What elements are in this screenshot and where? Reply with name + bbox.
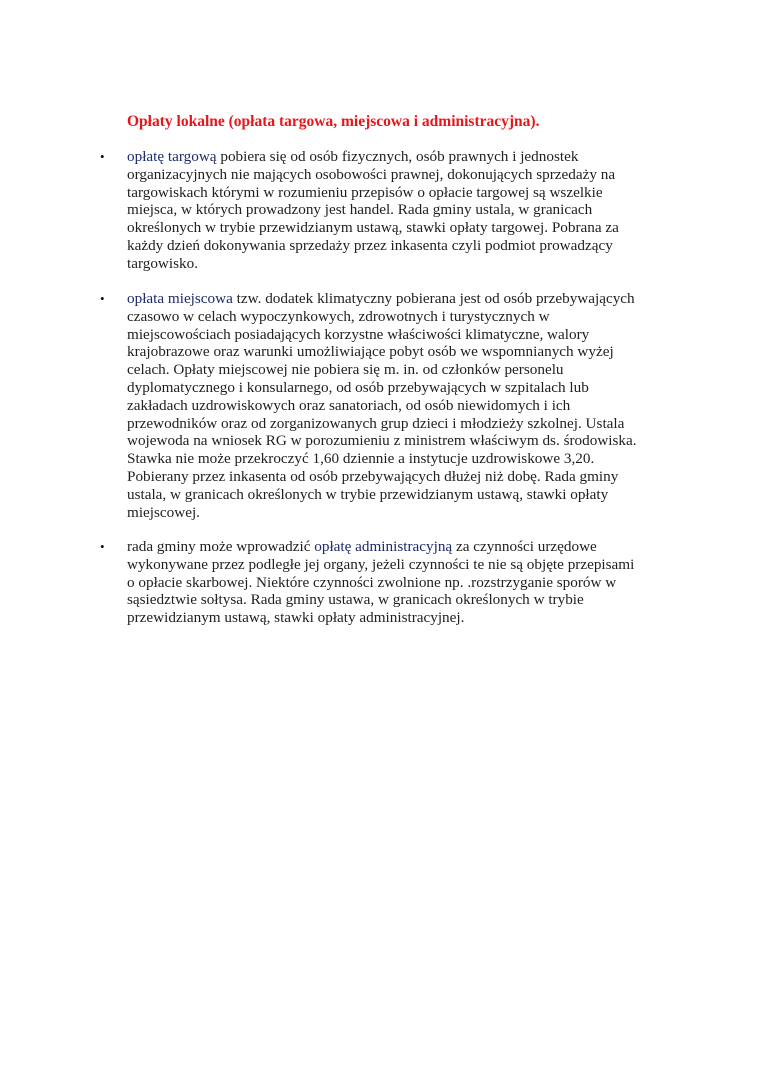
paragraph-line: Pobierany przez inkasenta od osób przebywających dłużej niż dobę. Rada gminy [127,467,619,485]
paragraph-line: miejsca, w których prowadzony jest handel. Rada gminy ustala, w granicach [127,201,593,219]
paragraph-text: rada gminy może wprowadzić [127,538,315,555]
paragraph-line [127,538,647,556]
paragraph-line: o opłacie skarbowej. Niektóre czynności zwolnione np. .rozstrzyganie sporów w [127,573,617,591]
paragraph-line: wojewoda na wniosek RG w porozumieniu z ministrem właściwym ds. środowiska. [127,432,637,450]
paragraph-line: Stawka nie może przekroczyć 1,60 dziennie a instytucje uzdrowiskowe 3,20. [127,450,595,468]
paragraph-line [127,148,647,166]
paragraph-line: sąsiedztwie sołtysa. Rada gminy ustawa, w granicach określonych w trybie [127,591,584,609]
paragraph-text: tzw. dodatek klimatyczny pobierana jest od osób przebywających [232,290,635,307]
term-oplata-targowa: opłatę targową [127,148,217,165]
list-item-oplata-targowa [100,148,647,273]
paragraph-line: przewodników oraz od zorganizowanych grup dzieci i młodzieży szkolnej. Ustala [127,414,625,432]
paragraph-line: przewidzianym ustawą, stawki opłaty administracyjnej. [127,609,465,627]
paragraph-line: celach. Opłaty miejscowej nie pobiera się m. in. od członków personelu [127,361,564,379]
paragraph-line: targowisko. [127,254,199,272]
paragraph-line: organizacyjnych nie mających osobowości prawnej, dokonujących sprzedaży na [127,165,616,183]
paragraph-line: krajobrazowe oraz warunki umożliwiające pobyt osób we wspomnianych wyżej [127,343,614,361]
paragraph-text: pobiera się od osób fizycznych, osób prawnych i jednostek [216,148,579,165]
paragraph-line: czasowo w celach wypoczynkowych, zdrowotnych i turystycznych w [127,307,550,325]
paragraph-line: miejscowościach posiadających korzystne właściwości klimatyczne, walory [127,325,590,343]
list-item-oplata-administracyjna [100,538,647,627]
paragraph-line [127,290,647,308]
bullet-icon: • [100,291,105,306]
term-oplata-miejscowa: opłata miejscowa [127,290,233,307]
paragraph-line: ustala, w granicach określonych w trybie przewidzianym ustawą, stawki opłaty [127,485,609,503]
bullet-icon: • [100,539,105,554]
paragraph-line: targowiskach którymi w rozumieniu przepisów o opłacie targowej są wszelkie [127,183,603,201]
term-oplata-administracyjna: opłatę administracyjną [314,538,453,555]
paragraph-line: określonych w trybie przewidzianym ustawą, stawki opłaty targowej. Pobrana za [127,219,619,237]
list-item-oplata-miejscowa [100,290,647,521]
paragraph-line: zakładach uzdrowiskowych oraz sanatoriach, od osób niewidomych i ich [127,396,571,414]
paragraph-line: wykonywane przez podległe jej organy, jeżeli czynności te nie są objęte przepisami [127,555,635,573]
paragraph-text: za czynności urzędowe [452,538,597,555]
paragraph-line: każdy dzień dokonywania sprzedaży przez inkasenta czyli podmiot prowadzący [127,236,613,254]
paragraph-line: miejscowej. [127,503,200,521]
paragraph-line: dyplomatycznego i konsularnego, od osób przebywających w szpitalach lub [127,378,589,396]
document-title: Opłaty lokalne (opłata targowa, miejscowa i administracyjna). [127,113,540,130]
bullet-icon: • [100,149,105,164]
